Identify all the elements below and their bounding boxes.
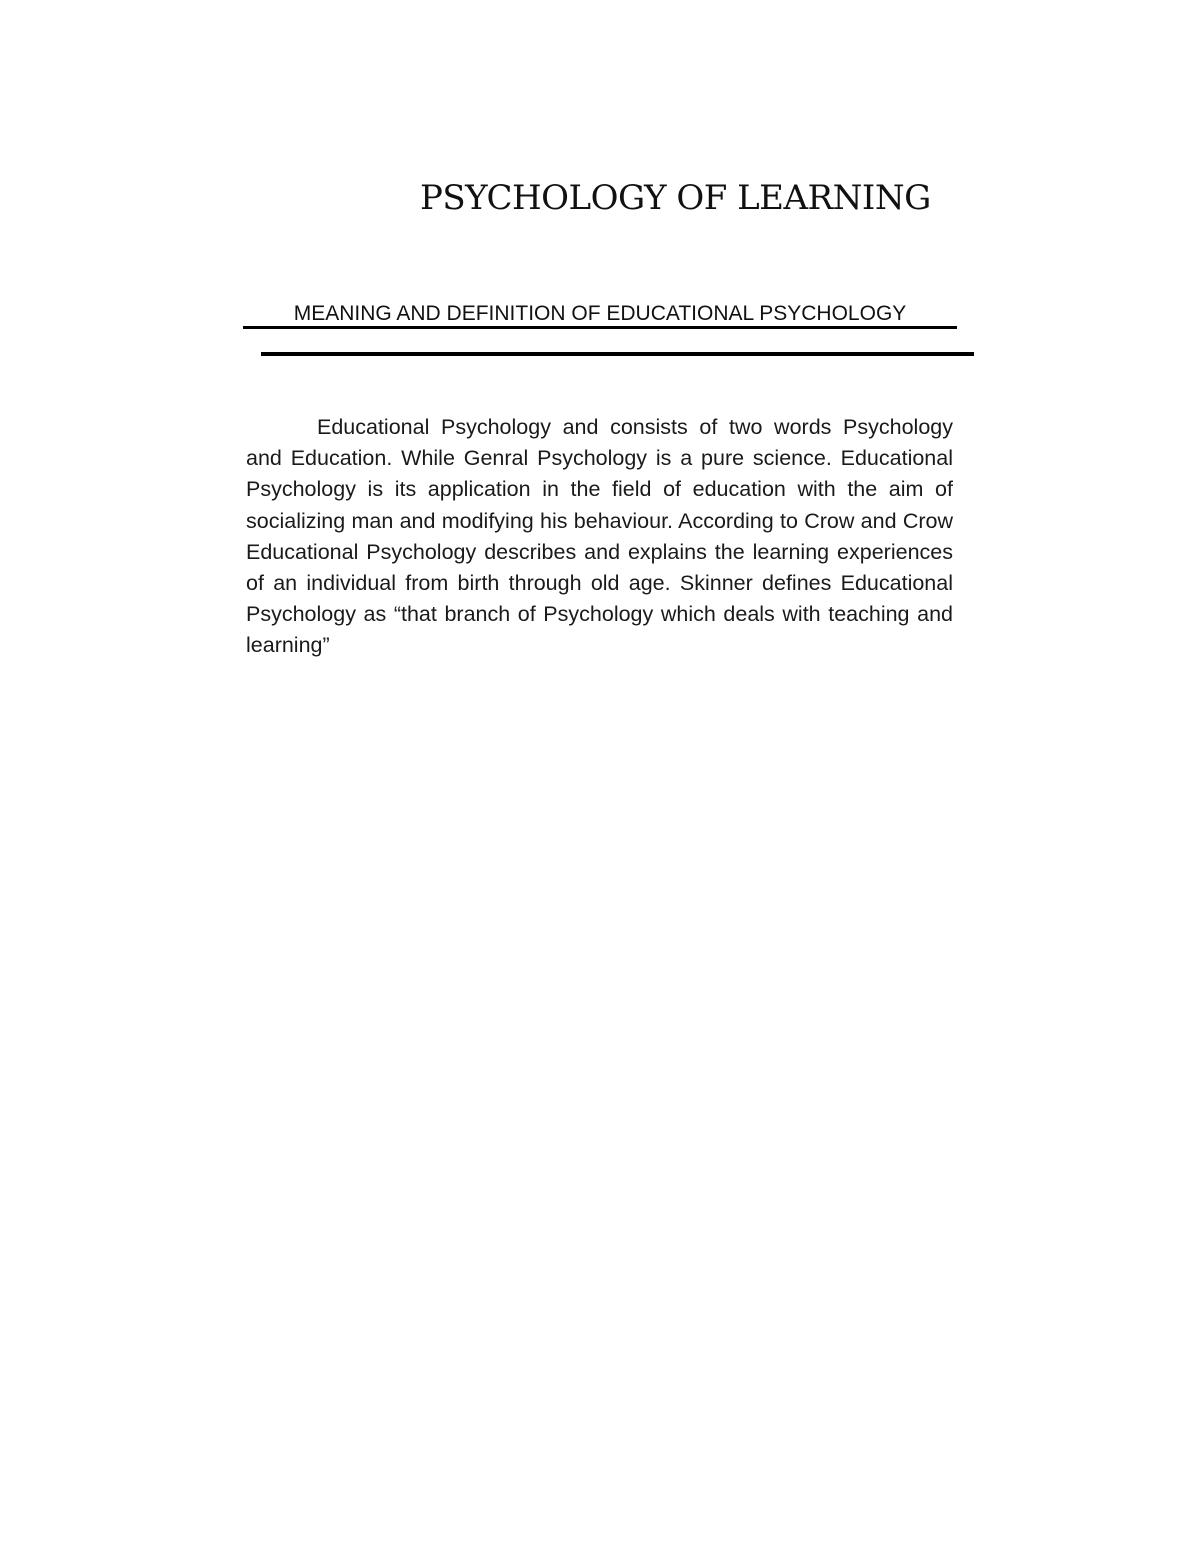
heading-underline: [243, 326, 957, 329]
divider-rule: [261, 352, 974, 356]
document-title: PSYCHOLOGY OF LEARNING: [420, 178, 931, 218]
section-heading: MEANING AND DEFINITION OF EDUCATIONAL PSYCHOLOGY: [293, 302, 907, 325]
body-paragraph: Educational Psychology and consists of two words Psychology and Education. While Genral Psychology is a pure science. Educational Psychology is its application in the field of education with the aim of socializing man and modifying his behaviour. According to Crow and Crow Educational Psychology describes and explains the learning experiences of an individual from birth through old age. Skinner defines Educational Psychology as “that branch of Psychology which deals with teaching and learning”: [246, 415, 953, 658]
